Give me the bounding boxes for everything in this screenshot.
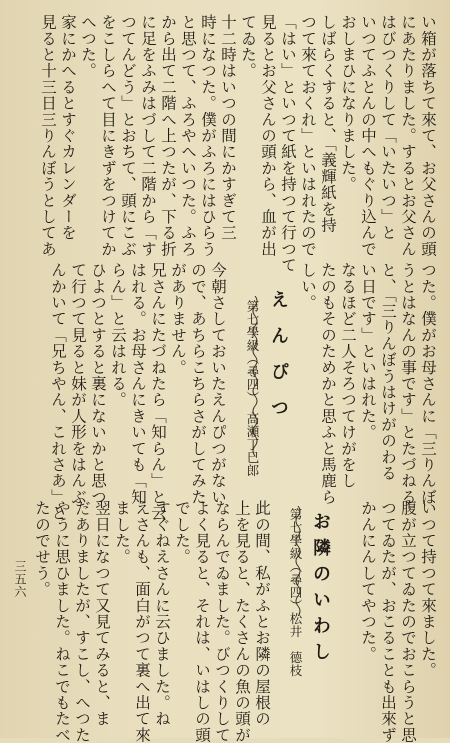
- text-line: しばらくすると、「義輝紙を持: [319, 14, 337, 234]
- text-line: をこしらへて目にきずをつけてか: [99, 14, 117, 257]
- page-number: 三五六: [13, 560, 27, 599]
- text-line: い箱が落ちて來て、お父さんの頭: [419, 14, 437, 257]
- text-line: に足をふみはづして二階から「す: [139, 14, 157, 257]
- text-line: 見ると十三日三りんぼうとしてあ: [39, 14, 57, 257]
- text-line: ました。: [113, 500, 131, 565]
- text-line: と思つて、ふろやへいつた。ふろ: [179, 14, 197, 257]
- text-line: 此の間、私がふとお隣の屋根の: [253, 500, 271, 727]
- text-line: よく見ると、それは、いはしの頭: [193, 500, 211, 743]
- text-line: やうに思ひました。ねこでもたべ: [53, 500, 71, 743]
- text-line: 兄さんにたづねたら「知らん」と云: [149, 262, 167, 522]
- text-line: 十二時はいつの間にかすぎて三: [219, 14, 237, 241]
- byline-name: 高瀬丁巳郎: [245, 412, 260, 477]
- text-line: い日です」といはれた。: [359, 262, 377, 441]
- text-line: はれる。お母さんにきいても「知: [129, 262, 147, 505]
- text-line: いつて持つて來ました。: [419, 500, 437, 679]
- text-line: らん」と云はれる。: [109, 262, 127, 408]
- text-line: がありません。: [169, 262, 187, 376]
- wavy-divider: [250, 296, 260, 456]
- text-line: へつた。: [79, 14, 97, 79]
- text-line: ならんでゐました。びつくりして: [213, 500, 231, 743]
- story-title: えんぴつ: [268, 290, 289, 434]
- text-line: つてゐたが、おこることも出來ず: [379, 500, 397, 743]
- text-line: 家にかへるとすぐカレンダーを: [59, 14, 77, 241]
- wavy-divider: [293, 506, 303, 616]
- text-line: 腹が立つてゐたのでおこらうと思: [399, 500, 417, 743]
- text-line: 今朝さしておいたえんぴつがない: [209, 262, 227, 505]
- text-line: えさんも、面白がつて裏へ出て來: [133, 500, 151, 743]
- text-line: ひよつとすると裏にないかと思つ: [89, 262, 107, 505]
- text-line: たのもそのためかと思ふと馬鹿ら: [319, 262, 337, 505]
- text-line: て行つて見ると妹が人形をはんぶ: [69, 262, 87, 505]
- text-line: 翌日になつて又見てみると、ま: [93, 500, 111, 727]
- text-line: 「はい」といつて紙を持つて行つて: [279, 14, 297, 274]
- text-line: てゐた。: [239, 14, 257, 79]
- text-line: おしまひになりました。: [339, 14, 357, 193]
- text-line: だありましたが、すこし、へつた: [73, 500, 91, 743]
- text-line: うとはなんの事です」とたづねる: [399, 262, 417, 505]
- story-title: お隣のいわし: [310, 512, 331, 668]
- text-line: しい。: [299, 262, 317, 311]
- byline-name: 松井 德枝: [288, 612, 303, 677]
- text-line: なるほど二人そろつてけがをし: [339, 262, 357, 489]
- byline-class: 第七學級（尋四）: [245, 300, 260, 404]
- text-line: んかいて「兄ちやん、これさあ」と: [49, 262, 67, 522]
- text-line: はびつくりして「いたいつ」と: [379, 14, 397, 241]
- text-line: ので、あちらこちらさがしてみた: [189, 262, 207, 505]
- text-line: 時になつた。僕がふろにはひらう: [199, 14, 217, 257]
- text-line: から出て二階へ上つたが、下る折: [159, 14, 177, 257]
- text-line: いつてふとんの中へもぐり込んで: [359, 14, 377, 257]
- text-line: と、「三りんぼうはけがのわる: [379, 262, 397, 482]
- text-line: 見るとお父さんの頭から、血が出: [259, 14, 277, 257]
- text-line: つた。僕がお母さんに「三りんぼ: [419, 262, 437, 505]
- text-line: すぐねえさんに云ひました。ね: [153, 500, 171, 727]
- text-line: 上を見ると、たくさんの魚の頭が: [233, 500, 251, 743]
- text-line: たのでせう。: [33, 500, 51, 598]
- text-line: つてんどう」とおちて、頭にこぶ: [119, 14, 137, 257]
- byline-class: 第七學級（尋四）: [288, 508, 303, 612]
- text-line: かんにんしてやつた。: [359, 500, 377, 662]
- text-line: にあたりました。するとお父さん: [399, 14, 417, 257]
- text-line: つて來ておくれ」といはれたので: [299, 14, 317, 257]
- text-line: でした。: [173, 500, 191, 565]
